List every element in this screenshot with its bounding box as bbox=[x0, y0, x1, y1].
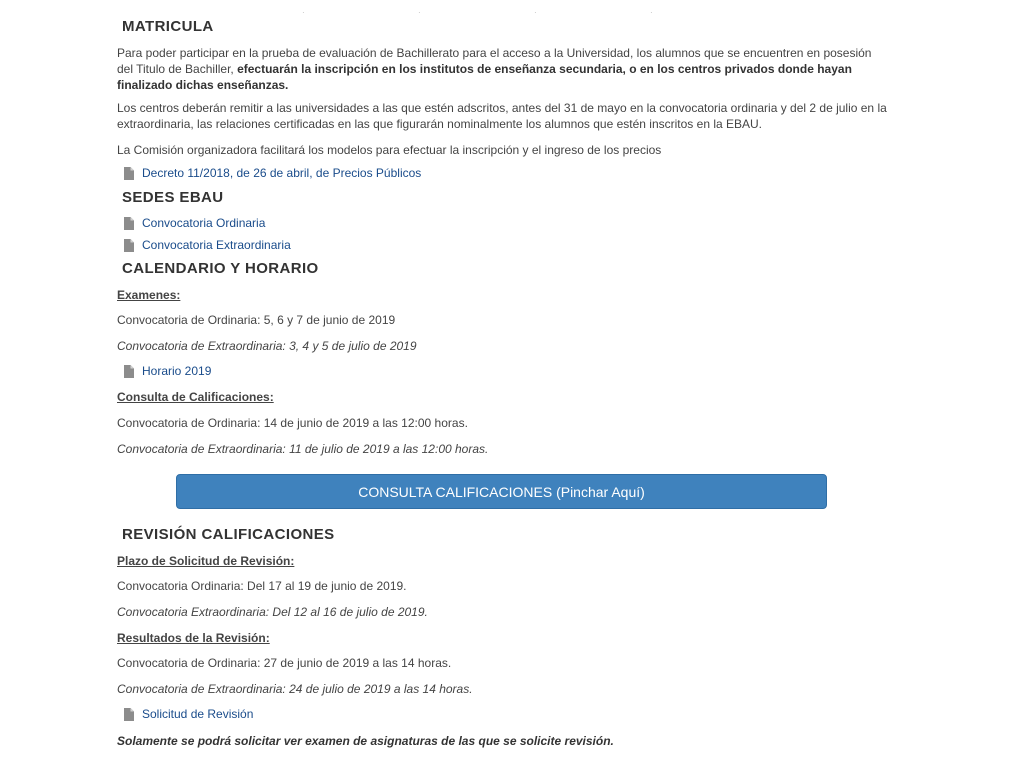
horario-link-label: Horario 2019 bbox=[142, 364, 212, 378]
decor-dot: · bbox=[418, 8, 421, 17]
document-icon bbox=[124, 708, 134, 721]
matricula-paragraph-2: Los centros deberán remitir a las universidades a las que estén adscritos, antes del 31 de mayo en la convocatoria ordinaria y del 2 de julio en la extraordinaria, las relaciones certificadas en las que figurarán nominalmente los alumnos que estén inscritos en la EBAU. bbox=[117, 101, 887, 131]
matricula-paragraph-1 bbox=[117, 45, 887, 93]
examen-ordinaria: Convocatoria de Ordinaria: 5, 6 y 7 de junio de 2019 bbox=[117, 313, 396, 327]
matricula-paragraph-1-text: Para poder participar en la prueba de evaluación de Bachillerato para el acceso a la Universidad, los alumnos que se encuentren en posesión del Titulo de Bachiller, bbox=[117, 46, 872, 76]
consulta-label: Consulta de Calificaciones: bbox=[117, 390, 274, 404]
decreto-link[interactable] bbox=[124, 166, 421, 180]
resultados-ordinaria: Convocatoria de Ordinaria: 27 de junio de 2019 a las 14 horas. bbox=[117, 656, 452, 670]
section-title-sedes: SEDES EBAU bbox=[122, 189, 224, 206]
section-title-calendario: CALENDARIO Y HORARIO bbox=[122, 260, 319, 277]
resultados-extraordinaria: Convocatoria de Extraordinaria: 24 de julio de 2019 a las 14 horas. bbox=[117, 682, 473, 696]
section-title-matricula: MATRICULA bbox=[122, 18, 214, 35]
document-icon bbox=[124, 217, 134, 230]
consulta-extraordinaria: Convocatoria de Extraordinaria: 11 de julio de 2019 a las 12:00 horas. bbox=[117, 442, 489, 456]
convocatoria-extraordinaria-label: Convocatoria Extraordinaria bbox=[142, 238, 291, 252]
consulta-ordinaria: Convocatoria de Ordinaria: 14 de junio de 2019 a las 12:00 horas. bbox=[117, 416, 468, 430]
matricula-paragraph-3: La Comisión organizadora facilitará los modelos para efectuar la inscripción y el ingreso de los precios bbox=[117, 143, 662, 157]
decor-dot: · bbox=[534, 8, 537, 17]
consulta-calificaciones-button[interactable]: CONSULTA CALIFICACIONES (Pinchar Aquí) bbox=[176, 474, 827, 509]
plazo-label: Plazo de Solicitud de Revisión: bbox=[117, 554, 295, 568]
decor-dot: · bbox=[650, 8, 653, 17]
section-title-revision: REVISIÓN CALIFICACIONES bbox=[122, 526, 335, 543]
examen-extraordinaria: Convocatoria de Extraordinaria: 3, 4 y 5 de julio de 2019 bbox=[117, 339, 417, 353]
decreto-link-label: Decreto 11/2018, de 26 de abril, de Precios Públicos bbox=[142, 166, 422, 180]
plazo-ordinaria: Convocatoria Ordinaria: Del 17 al 19 de junio de 2019. bbox=[117, 579, 407, 593]
revision-note: Solamente se podrá solicitar ver examen de asignaturas de las que se solicite revisión. bbox=[117, 734, 614, 748]
examenes-label: Examenes: bbox=[117, 288, 181, 302]
convocatoria-ordinaria-link[interactable] bbox=[124, 216, 265, 230]
document-icon bbox=[124, 167, 134, 180]
matricula-paragraph-1-bold: efectuarán la inscripción en los institutos de enseñanza secundaria, o en los centros privados donde hayan finalizado dichas enseñanzas. bbox=[117, 62, 852, 92]
convocatoria-ordinaria-label: Convocatoria Ordinaria bbox=[142, 216, 266, 230]
solicitud-revision-label: Solicitud de Revisión bbox=[142, 707, 254, 721]
resultados-label: Resultados de la Revisión: bbox=[117, 631, 270, 645]
document-icon bbox=[124, 239, 134, 252]
solicitud-revision-link[interactable] bbox=[124, 707, 253, 721]
horario-link[interactable] bbox=[124, 364, 211, 378]
document-icon bbox=[124, 365, 134, 378]
plazo-extraordinaria: Convocatoria Extraordinaria: Del 12 al 16 de julio de 2019. bbox=[117, 605, 428, 619]
decor-dot: · bbox=[302, 8, 305, 17]
convocatoria-extraordinaria-link[interactable] bbox=[124, 238, 291, 252]
